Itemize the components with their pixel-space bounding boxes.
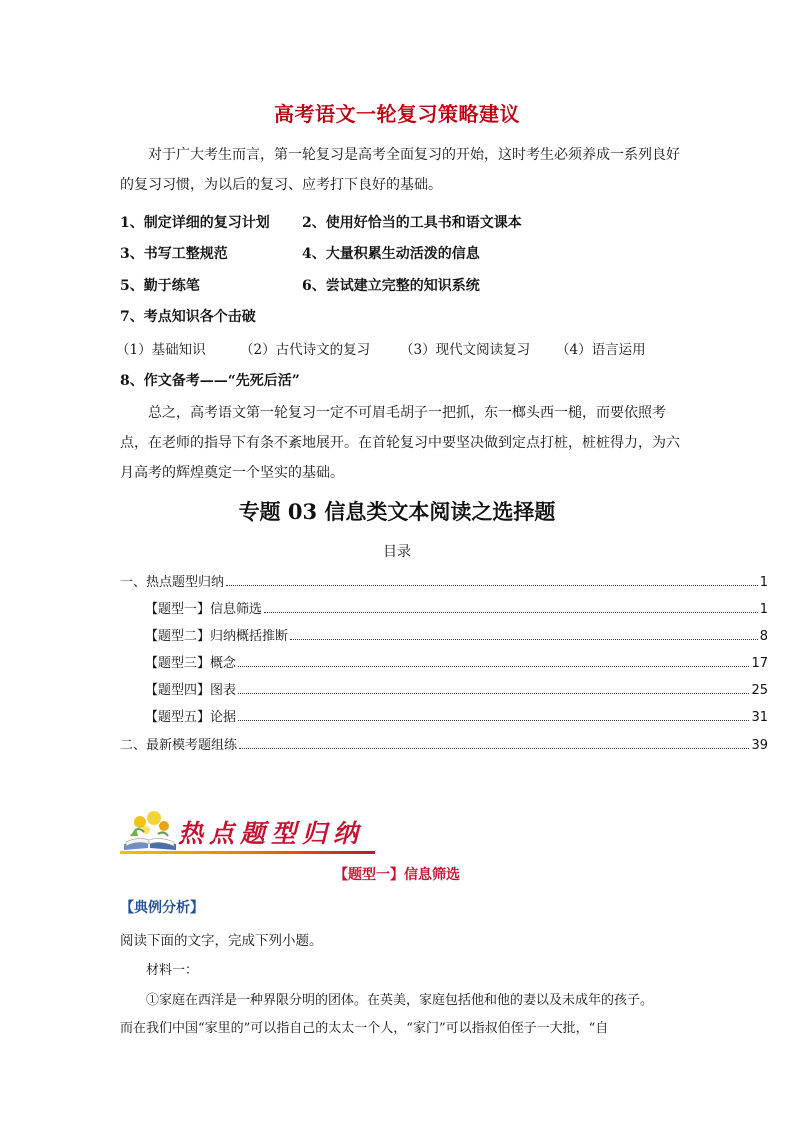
material-label: 材料一： [146,963,199,978]
toc-leader-dots [238,683,749,694]
subitem-2: （2）古代诗文的复习 [240,342,371,358]
section-banner [120,806,380,856]
toc-entry-label: 【题型三】概念 [145,656,237,671]
toc-leader-dots [264,602,758,613]
toc-leader-dots [239,738,749,749]
toc-leader-dots [226,575,758,586]
toc-entry[interactable] [145,652,768,671]
toc-entry-page: 25 [751,683,768,698]
subitem-1: （1）基础知识 [116,342,206,358]
toc-entry-page: 31 [751,710,768,725]
strategy-intro: 对于广大考生而言，第一轮复习是高考全面复习的开始，这时考生必须养成一系列良好的复习习惯，为以后的复习、应考打下良好的基础。 [120,147,680,193]
toc-entry[interactable] [145,625,768,644]
toc-entry-page: 39 [751,738,768,753]
toc-entry[interactable] [145,598,768,617]
strategy-item-5: 5、勤于练笔 [120,278,200,294]
banner-underline [120,851,375,854]
material-line-2: 而在我们中国“家里的”可以指自己的太太一个人，“家门”可以指叔伯侄子一大批，“自 [120,1021,609,1036]
topic-title: 专题 03 信息类文本阅读之选择题 [238,499,556,524]
subitem-3: （3）现代文阅读复习 [400,342,531,358]
analysis-label: 【典例分析】 [120,900,204,916]
strategy-item-3: 3、书写工整规范 [120,246,228,262]
toc-leader-dots [290,629,758,640]
material-line-1: ①家庭在西洋是一种界限分明的团体。在英美，家庭包括他和他的妻以及未成年的孩子。 [146,993,654,1008]
strategy-item-2: 2、使用好恰当的工具书和语文课本 [302,215,522,231]
instruction-text: 阅读下面的文字，完成下列小题。 [120,933,323,949]
toc-entry-label: 【题型一】信息筛选 [145,602,263,617]
toc-entry-label: 一、热点题型归纳 [120,575,225,590]
toc-entry-label: 【题型五】论据 [145,710,237,725]
toc-entry-label: 二、最新模考题组练 [120,738,238,753]
open-book-icon [120,806,180,852]
subitem-4: （4）语言运用 [556,342,646,358]
toc-entry-label: 【题型二】归纳概括推断 [145,629,289,644]
toc-leader-dots [238,656,749,667]
toc-entry-page: 1 [759,602,768,617]
toc-entry-page: 17 [751,656,768,671]
strategy-conclusion: 总之，高考语文第一轮复习一定不可眉毛胡子一把抓，东一榔头西一槌，而要依照考点，在老师的指导下有条不紊地展开。在首轮复习中要坚决做到定点打桩，桩桩得力，为六月高考的辉煌奠定一个坚实的基础。 [120,405,680,481]
toc-entry-page: 1 [759,575,768,590]
strategy-item-4: 4、大量积累生动活泼的信息 [302,246,480,262]
type-heading: 【题型一】信息筛选 [334,867,460,883]
toc-entry[interactable] [145,679,768,698]
strategy-item-7: 7、考点知识各个击破 [120,309,256,325]
toc-entry[interactable] [120,734,768,753]
toc-entry[interactable] [145,706,768,725]
strategy-item-6: 6、尝试建立完整的知识系统 [302,278,480,294]
banner-title: 热点题型归纳 [178,819,365,848]
strategy-item-1: 1、制定详细的复习计划 [120,215,270,231]
toc-entry-page: 8 [759,629,768,644]
toc-entry[interactable] [120,571,768,590]
toc-heading: 目录 [383,544,411,560]
toc-leader-dots [238,710,749,721]
strategy-item-8: 8、作文备考——“先死后活” [120,373,300,389]
strategy-title: 高考语文一轮复习策略建议 [274,102,520,126]
toc-entry-label: 【题型四】图表 [145,683,237,698]
